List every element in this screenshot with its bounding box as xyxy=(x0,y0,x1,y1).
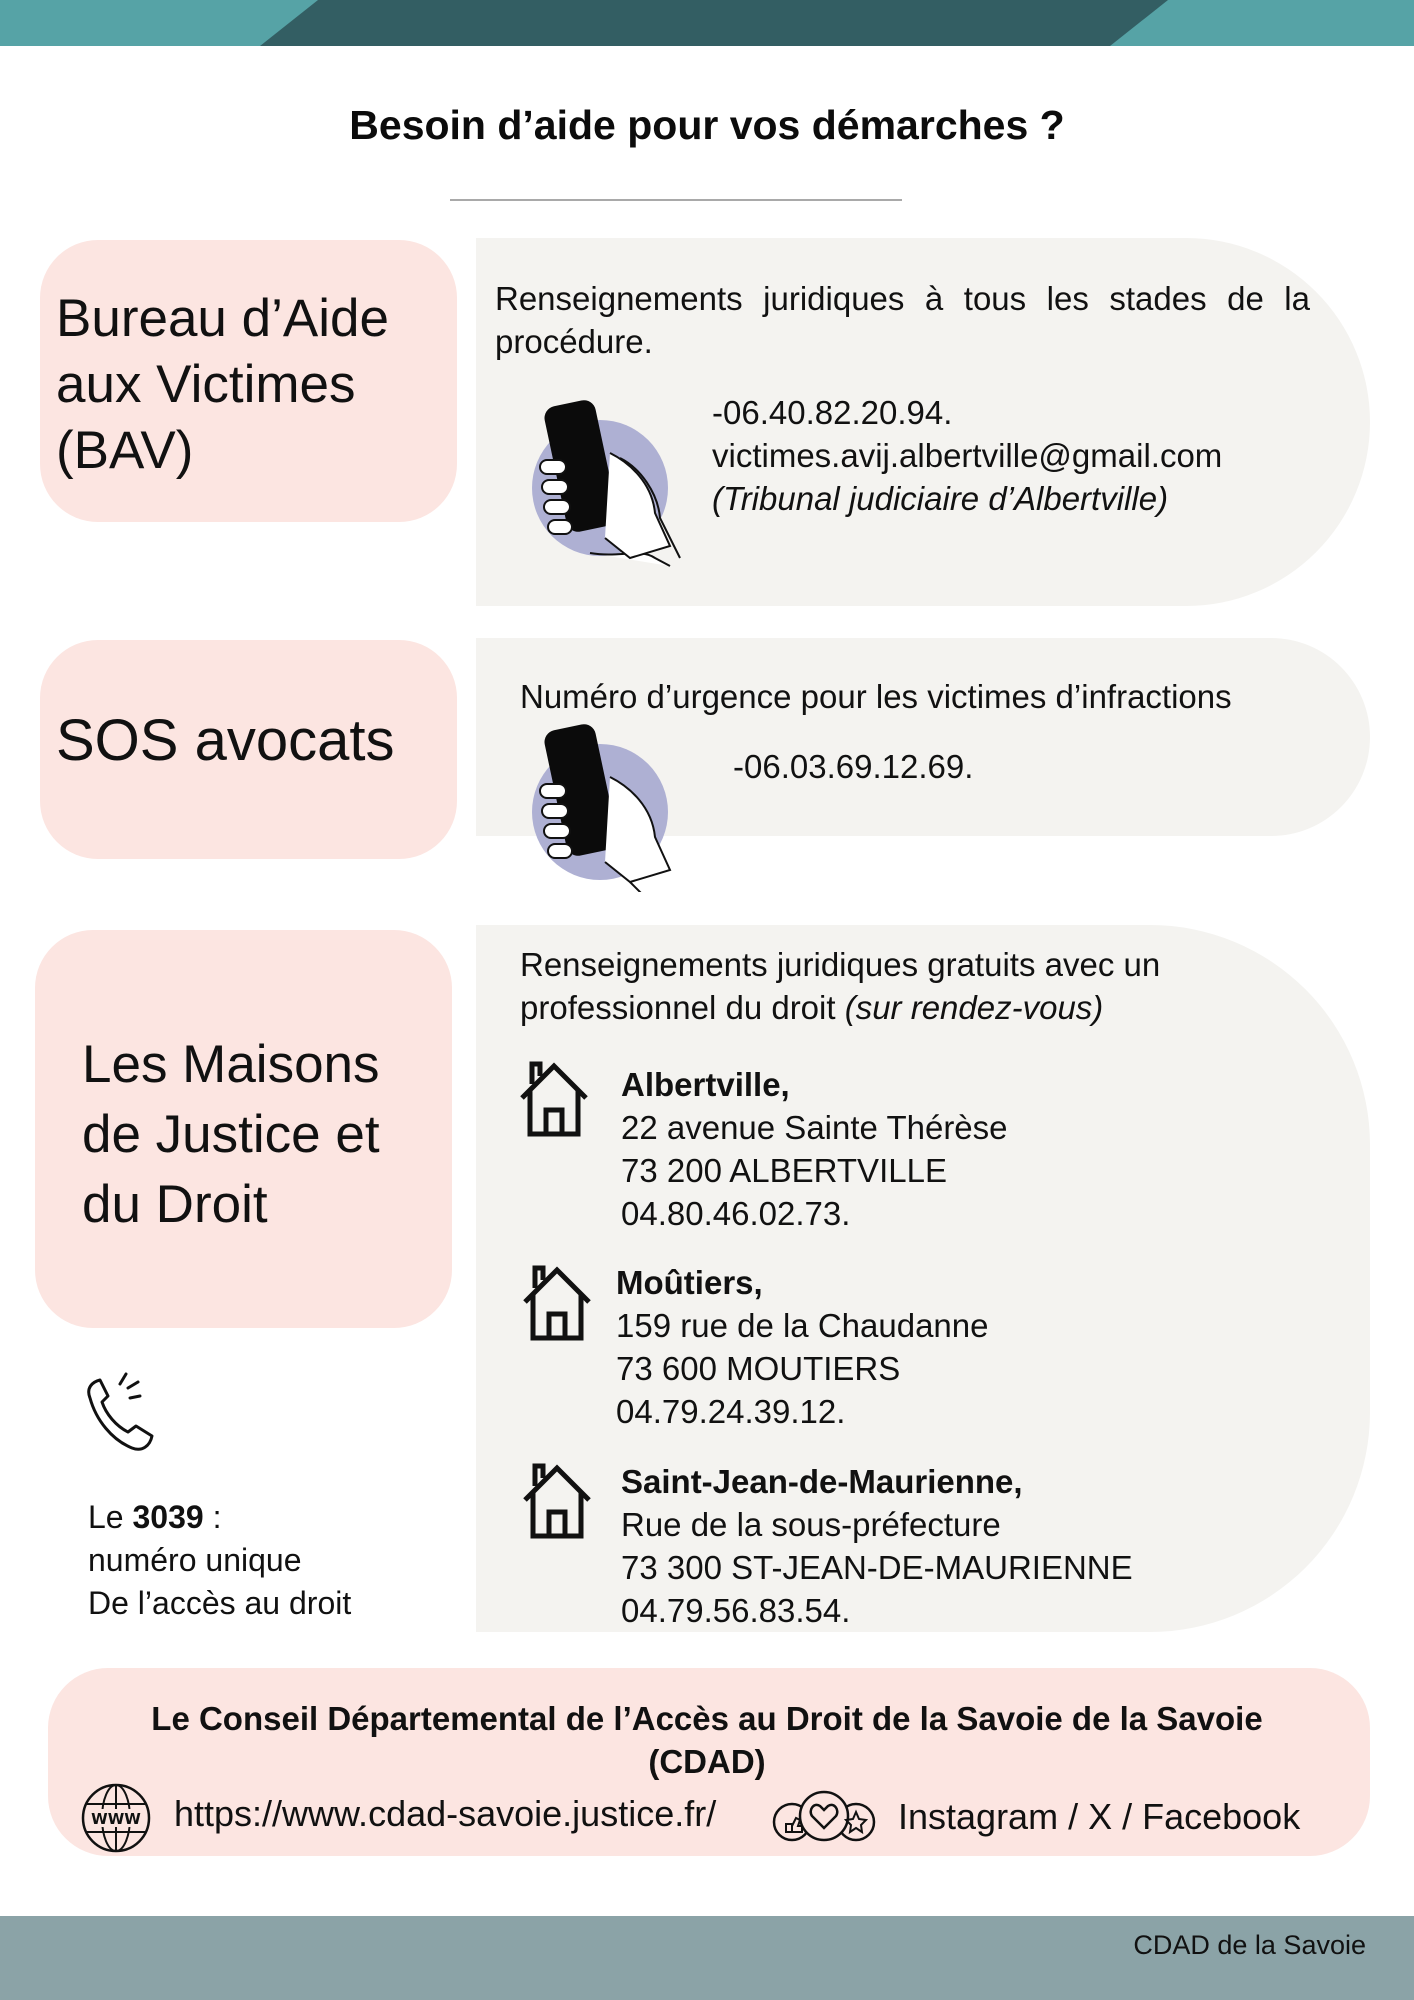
location-phone: 04.79.24.39.12. xyxy=(616,1393,846,1430)
location-phone: 04.79.56.83.54. xyxy=(621,1592,851,1629)
cdad-social-links[interactable]: Instagram / X / Facebook xyxy=(898,1796,1301,1837)
sos-name-box xyxy=(40,640,457,859)
bav-description: Renseignements juridiques à tous les stades de la procédure. xyxy=(495,280,1310,360)
location-city: Saint-Jean-de-Maurienne, xyxy=(621,1463,1023,1500)
mjd-name-line: du Droit xyxy=(82,1175,268,1234)
sos-description: Numéro d’urgence pour les victimes d’infractions xyxy=(520,678,1232,715)
mjd-description-line: Renseignements juridiques gratuits avec un xyxy=(520,946,1161,983)
bav-contact-block xyxy=(712,391,1352,520)
mjd-description-line2: professionnel du droit (sur rendez-vous) xyxy=(520,989,1104,1026)
cdad-website-link[interactable]: https://www.cdad-savoie.justice.fr/ xyxy=(174,1793,717,1834)
phone-in-hand-icon xyxy=(530,722,690,892)
access-number-block xyxy=(88,1496,351,1625)
footer-text: CDAD de la Savoie xyxy=(1133,1930,1366,1960)
access-number: 3039 xyxy=(132,1499,204,1535)
mjd-description xyxy=(520,943,1280,1029)
bav-email: victimes.avij.albertville@gmail.com xyxy=(712,437,1223,474)
sos-name: SOS avocats xyxy=(56,708,395,773)
location-street: Rue de la sous-préfecture xyxy=(621,1506,1001,1543)
access-line3: De l’accès au droit xyxy=(88,1585,352,1621)
svg-text:WWW: WWW xyxy=(91,1810,141,1828)
ringing-phone-icon xyxy=(82,1370,182,1460)
house-icon xyxy=(518,1058,590,1138)
location-postal: 73 300 ST-JEAN-DE-MAURIENNE xyxy=(621,1549,1133,1586)
phone-in-hand-icon xyxy=(530,398,690,568)
access-line1: Le 3039 : xyxy=(88,1499,222,1535)
location-street: 159 rue de la Chaudanne xyxy=(616,1307,989,1344)
access-line2: numéro unique xyxy=(88,1542,302,1578)
location-moutiers xyxy=(616,1261,988,1433)
www-globe-icon xyxy=(80,1782,152,1854)
location-saint-jean-de-maurienne xyxy=(621,1460,1133,1632)
location-street: 22 avenue Sainte Thérèse xyxy=(621,1109,1008,1146)
location-postal: 73 600 MOUTIERS xyxy=(616,1350,901,1387)
bav-phone: -06.40.82.20.94. xyxy=(712,394,953,431)
house-icon xyxy=(521,1460,593,1540)
mjd-name-line: Les Maisons xyxy=(82,1035,380,1094)
location-albertville xyxy=(621,1063,1008,1235)
bav-name-line: Bureau d’Aide xyxy=(56,289,389,348)
house-icon xyxy=(521,1262,593,1342)
location-postal: 73 200 ALBERTVILLE xyxy=(621,1152,947,1189)
sos-phone: -06.03.69.12.69. xyxy=(733,748,974,785)
bav-name-line: aux Victimes xyxy=(56,355,356,414)
location-city: Albertville, xyxy=(621,1066,790,1103)
cdad-title: Le Conseil Départemental de l’Accès au Droit de la Savoie de la Savoie (CDAD) xyxy=(151,1700,1263,1780)
mjd-name-box xyxy=(35,930,452,1328)
social-reactions-icon xyxy=(770,1782,878,1854)
bav-name-box xyxy=(40,240,457,522)
bav-name-line: (BAV) xyxy=(56,421,194,480)
location-city: Moûtiers, xyxy=(616,1264,763,1301)
page-title: Besoin d’aide pour vos démarches ? xyxy=(349,102,1065,148)
mjd-appointment-note: (sur rendez-vous) xyxy=(844,989,1104,1026)
top-decorative-bar xyxy=(0,0,1414,46)
location-phone: 04.80.46.02.73. xyxy=(621,1195,851,1232)
mjd-name-line: de Justice et xyxy=(82,1105,380,1164)
bav-location: (Tribunal judiciaire d’Albertville) xyxy=(712,480,1169,517)
title-divider xyxy=(450,199,902,201)
